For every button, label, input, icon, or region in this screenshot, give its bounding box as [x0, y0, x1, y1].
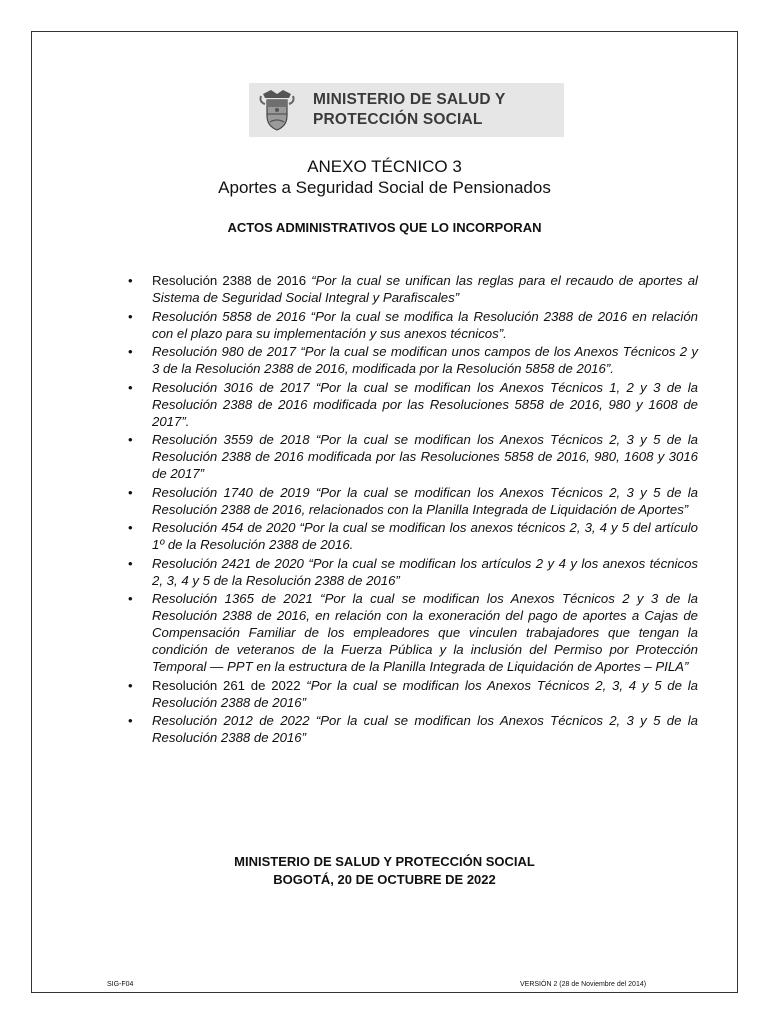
resolution-description: “Por la cual se modifican los Anexos Técnicos 2, 3, 4 y 5 de la Resolución 2388 de 2016” — [152, 677, 698, 710]
logo-line-2: PROTECCIÓN SOCIAL — [313, 111, 483, 128]
section-heading: ACTOS ADMINISTRATIVOS QUE LO INCORPORAN — [227, 220, 542, 235]
logo-line-1: MINISTERIO DE SALUD Y — [313, 91, 506, 108]
list-item — [126, 484, 698, 518]
bullet-icon: • — [128, 344, 133, 359]
title-line-1: ANEXO TÉCNICO 3 — [307, 157, 462, 176]
form-version: VERSIÓN 2 (28 de Noviembre del 2014) — [520, 981, 647, 988]
bullet-icon: • — [128, 432, 133, 447]
resolutions-list — [126, 272, 698, 748]
resolution-name: Resolución 1365 de 2021 — [152, 591, 321, 606]
list-item — [126, 431, 698, 482]
resolution-name: Resolución 980 de 2017 — [152, 344, 301, 359]
bullet-icon: • — [128, 713, 133, 728]
resolution-description: “Por la cual se modifican los anexos técnicos 2, 3, 4 y 5 del artículo 1º de la Resolución 2388 de 2016. — [152, 520, 699, 552]
list-item — [126, 555, 698, 589]
resolution-name: Resolución 3559 de 2018 — [152, 432, 316, 447]
list-item — [126, 519, 698, 553]
resolution-description: “Por la cual se modifican los artículos 2 y 4 y los anexos técnicos 2, 3, 4 y 5 de la Resolución 2388 de 2016” — [152, 555, 698, 588]
resolution-name: Resolución 2421 de 2020 — [152, 555, 309, 571]
bullet-icon: • — [128, 308, 133, 324]
resolution-name: Resolución 5858 de 2016 — [152, 308, 311, 324]
title-line-2: Aportes a Seguridad Social de Pensionados — [218, 178, 551, 197]
resolution-description: “Por la cual se modifican los Anexos Técnicos 2, 3 y 5 de la Resolución 2388 de 2016, relacionados con la Planilla Integrada de Liquidación de Aportes” — [152, 484, 698, 517]
issuer-name: MINISTERIO DE SALUD Y PROTECCIÓN SOCIAL — [234, 854, 535, 869]
resolution-name: Resolución 3016 de 2017 — [152, 379, 316, 395]
resolution-name: Resolución 2012 de 2022 — [152, 713, 316, 728]
resolution-description: “Por la cual se modifican los Anexos Técnicos 2, 3 y 5 de la Resolución 2388 de 2016 modificada por las Resoluciones 5858 de 2016, 980, 1608 y 3016 de 2017” — [152, 432, 698, 481]
ministry-logo — [249, 83, 564, 137]
resolution-description: “Por la cual se unifican las reglas para el recaudo de aportes al Sistema de Seguridad Social Integral y Parafiscales” — [152, 273, 698, 305]
form-code: SIG-F04 — [107, 981, 134, 988]
resolution-description: “Por la cual se modifican los Anexos Técnicos 2, 3 y 5 de la Resolución 2388 de 2016” — [152, 713, 698, 745]
issuer-signature-block — [31, 853, 738, 889]
document-title — [31, 156, 738, 198]
bullet-icon: • — [128, 484, 133, 500]
resolution-name: Resolución 1740 de 2019 — [152, 484, 316, 500]
list-item — [126, 379, 698, 430]
resolution-description: “Por la cual se modifican los Anexos Técnicos 2 y 3 de la Resolución 2388 de 2016, en relación con la exoneración del pago de aportes a Cajas de Compensación Familiar de los empleadores que vinculen trabajadores que tengan la condición de veteranos de la Fuerza Pública y la inclusión del Permiso por Protección Temporal — PPT en la estructura de la Planilla Integrada de Liquidación de Aportes – PILA” — [152, 591, 698, 674]
list-item — [126, 590, 698, 675]
resolution-description: “Por la cual se modifican unos campos de los Anexos Técnicos 2 y 3 de la Resolución 2388 de 2016, modificada por la Resolución 5858 de 2016”. — [152, 344, 699, 376]
bullet-icon: • — [128, 677, 133, 693]
bullet-icon: • — [128, 520, 133, 535]
list-item — [126, 272, 698, 306]
list-item — [126, 343, 698, 377]
bullet-icon: • — [128, 591, 133, 606]
list-item — [126, 712, 698, 746]
bullet-icon: • — [128, 555, 133, 571]
resolution-description: “Por la cual se modifica la Resolución 2388 de 2016 en relación con el plazo para su implementación y sus anexos técnicos”. — [152, 308, 698, 341]
resolution-description: “Por la cual se modifican los Anexos Técnicos 1, 2 y 3 de la Resolución 2388 de 2016 modificada por las Resoluciones 5858 de 2016, 980 y 1608 de 2017”. — [152, 379, 698, 429]
colombia-coat-of-arms-icon — [259, 88, 295, 132]
resolution-name: Resolución 261 de 2022 — [152, 677, 307, 693]
bullet-icon: • — [128, 379, 133, 395]
resolution-name: Resolución 454 de 2020 — [152, 520, 300, 535]
issue-place-date: BOGOTÁ, 20 DE OCTUBRE DE 2022 — [273, 872, 496, 887]
resolution-name: Resolución 2388 de 2016 — [152, 273, 312, 288]
bullet-icon: • — [128, 273, 133, 288]
list-item — [126, 677, 698, 711]
list-item — [126, 308, 698, 342]
